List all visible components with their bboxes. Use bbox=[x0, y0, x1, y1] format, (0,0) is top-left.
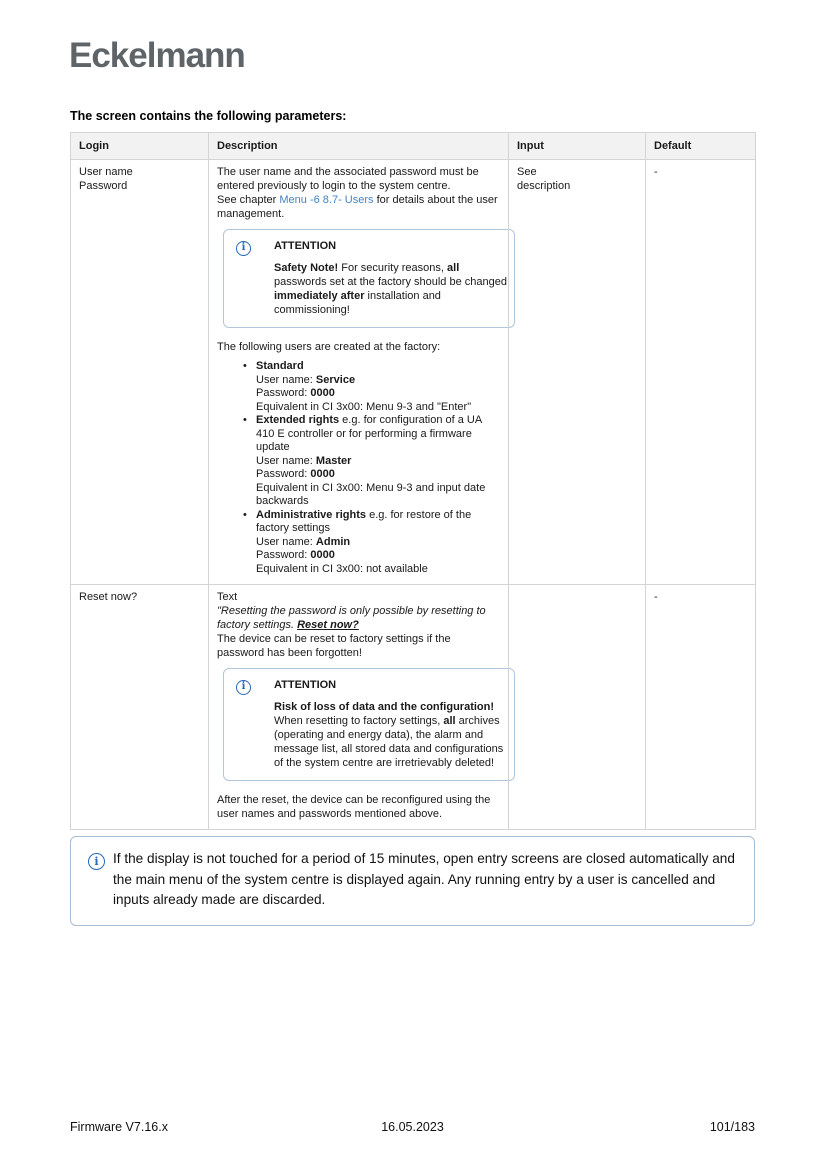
default-cell bbox=[646, 160, 756, 585]
default-value: - bbox=[654, 166, 658, 178]
user-name-value: Master bbox=[315, 454, 352, 467]
eckelmann-logo: Eckelmann bbox=[69, 36, 245, 75]
input-value: See description bbox=[517, 166, 571, 192]
column-header-description: Description bbox=[209, 133, 509, 160]
table-row-reset-now bbox=[71, 585, 756, 830]
attention-box-data-loss bbox=[223, 668, 515, 781]
equivalent-note: Equivalent in CI 3x00: Menu 9-3 and "Enter" bbox=[256, 400, 472, 413]
user-role: Standard bbox=[256, 360, 304, 372]
default-value: - bbox=[654, 591, 658, 603]
attention-icon-column bbox=[236, 239, 274, 317]
login-password-label: Password bbox=[79, 180, 128, 192]
after-reset-paragraph: After the reset, the device can be reconfigured using the user names and passwords mentioned above. bbox=[217, 794, 491, 820]
column-header-input: Input bbox=[509, 133, 646, 160]
table-header-row bbox=[71, 133, 756, 160]
login-cell bbox=[71, 160, 209, 585]
login-cell bbox=[71, 585, 209, 830]
footer-firmware-version: Firmware V7.16.x bbox=[70, 1120, 168, 1134]
description-cell bbox=[209, 585, 509, 830]
equivalent-note: Equivalent in CI 3x00: Menu 9-3 and input date backwards bbox=[256, 481, 486, 507]
equivalent-note: Equivalent in CI 3x00: not available bbox=[256, 562, 428, 575]
login-username-label: User name bbox=[79, 166, 133, 178]
attention-icon-column bbox=[236, 678, 274, 770]
attention-title: ATTENTION bbox=[274, 679, 337, 691]
page-heading: The screen contains the following parameters: bbox=[70, 109, 347, 123]
table-row-username-password bbox=[71, 160, 756, 585]
user-role: Administrative rights bbox=[256, 508, 367, 521]
info-icon: i bbox=[236, 241, 251, 256]
parameters-table bbox=[70, 132, 756, 830]
info-icon: i bbox=[88, 853, 105, 870]
user-role: Extended rights bbox=[256, 414, 340, 426]
attention-box-safety bbox=[223, 229, 515, 328]
attention-title: ATTENTION bbox=[274, 240, 337, 252]
info-icon: i bbox=[236, 680, 251, 695]
reset-text-paragraph: Text "Resetting the password is only possible by resetting to factory settings. Reset now? bbox=[217, 591, 486, 631]
column-header-default: Default bbox=[646, 133, 756, 160]
reset-now-link-text: Reset now? bbox=[297, 619, 359, 631]
factory-users-intro: The following users are created at the factory: bbox=[217, 341, 441, 353]
chapter-link-menu-users[interactable]: Menu -6 8.7- Users bbox=[279, 194, 374, 206]
attention-text: Risk of loss of data and the configuration! When resetting to factory settings, all archives (operating and energy data), the alarm and message list, all stored data and configurations of the system centre are irretrievably deleted! bbox=[274, 701, 504, 769]
note-icon-column bbox=[88, 849, 113, 911]
description-paragraph: The user name and the associated password must be entered previously to login to the system centre. See chapter Menu -6 8.7- Users for details about the user management. bbox=[217, 166, 498, 220]
footer-date: 16.05.2023 bbox=[381, 1120, 444, 1134]
input-cell bbox=[509, 585, 646, 830]
password-value: 0000 bbox=[310, 387, 335, 399]
factory-user-extended: • Extended rights e.g. for configuration of a UA 410 E controller or for performing a firmware update User name: Master Password: 0000 Equivalent in CI 3x00: Menu 9-3 and input date backwards bbox=[243, 414, 500, 509]
factory-user-admin: • Administrative rights e.g. for restore of the factory settings User name: Admin Password: 0000 Equivalent in CI 3x00: not available bbox=[243, 509, 500, 577]
user-name-value: Service bbox=[315, 373, 356, 386]
timeout-note-box bbox=[70, 836, 755, 926]
column-header-login: Login bbox=[71, 133, 209, 160]
timeout-note-text: If the display is not touched for a period of 15 minutes, open entry screens are closed automatically and the main menu of the system centre is displayed again. Any running entry by a user is cancelled and inputs already made are discarded. bbox=[113, 851, 735, 907]
password-value: 0000 bbox=[310, 549, 335, 561]
reset-device-paragraph: The device can be reset to factory settings if the password has been forgotten! bbox=[217, 633, 451, 659]
reset-now-label: Reset now? bbox=[79, 591, 138, 603]
description-cell bbox=[209, 160, 509, 585]
footer-page-number: 101/183 bbox=[709, 1120, 755, 1134]
attention-text: Safety Note! For security reasons, all passwords set at the factory should be changed immediately after installation and commissioning! bbox=[274, 262, 507, 316]
password-value: 0000 bbox=[310, 468, 335, 480]
user-name-value: Admin bbox=[315, 535, 351, 548]
factory-user-standard: • Standard User name: Service Password: 0000 Equivalent in CI 3x00: Menu 9-3 and "Enter" bbox=[243, 360, 500, 414]
input-cell bbox=[509, 160, 646, 585]
factory-users-list bbox=[217, 360, 500, 576]
default-cell bbox=[646, 585, 756, 830]
